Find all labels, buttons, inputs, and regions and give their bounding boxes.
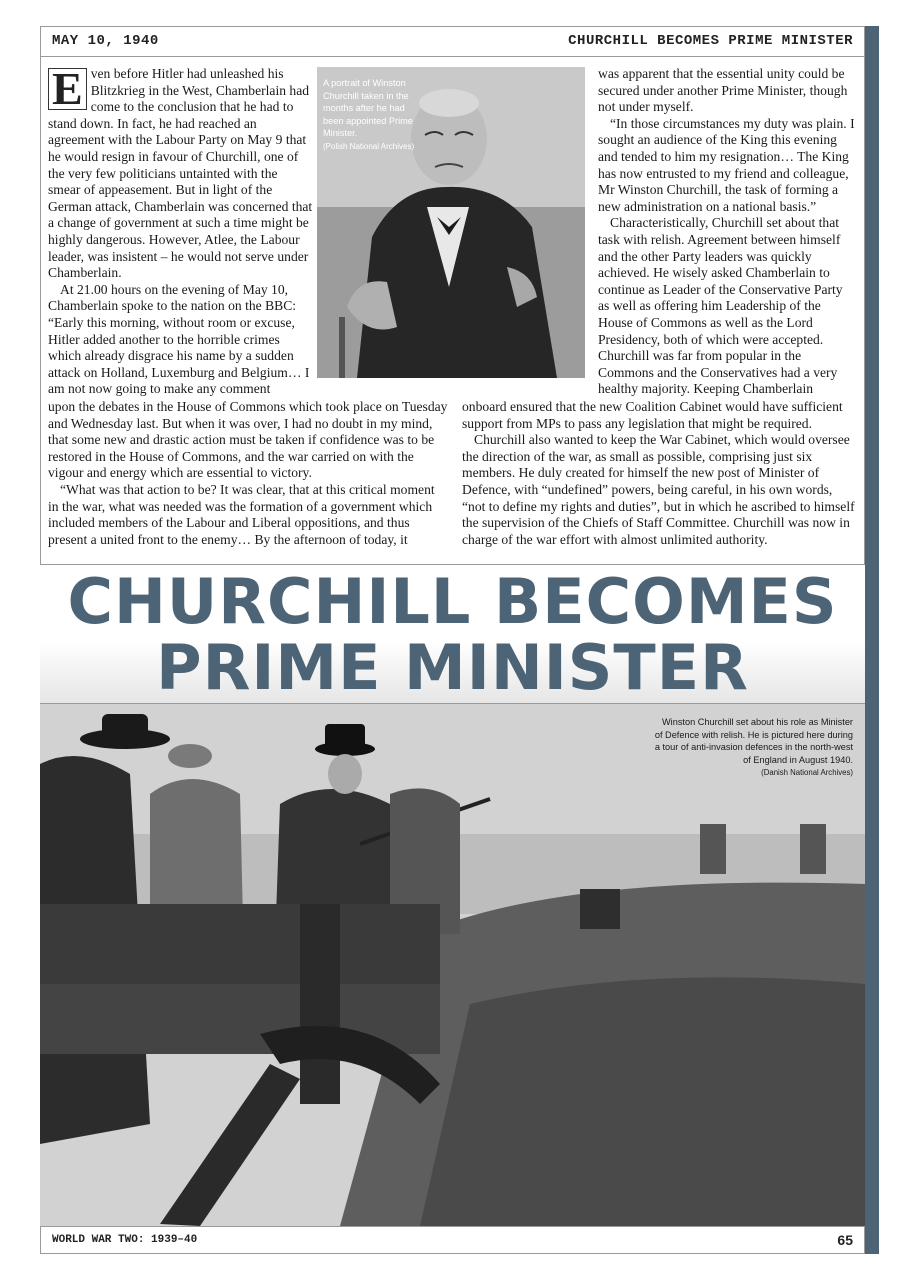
article-paragraph: onboard ensured that the new Coalition Cabinet would have sufficient support from MPs to pass any legislation that might be required. [462, 399, 843, 431]
portrait-caption-credit: (Polish National Archives) [323, 141, 415, 151]
photo-caption [653, 716, 853, 780]
headline-line-2: PRIME MINISTER [156, 631, 749, 704]
article-paragraph: upon the debates in the House of Commons which took place on Tuesday and Wednesday last. But when it was over, I had no doubt in my mind, that some new and drastic action must be taken if confidence was to be restored in the House of Commons, and the war carried on with the vigour and energy which are essential to victory. [48, 399, 448, 481]
headline-line-1: CHURCHILL BECOMES [67, 565, 838, 638]
inspection-tour-photo [40, 704, 865, 1226]
article-paragraph: At 21.00 hours on the evening of May 10, Chamberlain spoke to the nation on the BBC: “Early this morning, without room or excuse, Hitler added another to the horrible crimes which already disgrace his name by a sudden attack on Holland, Luxemburg and Belgium… I am not now going to make any comment [48, 281, 310, 397]
photo-caption-text: Winston Churchill set about his role as Minister of Defence with relish. He is pictured here during a tour of anti-invasion defences in the north-west of England in August 1940. [654, 717, 853, 765]
drop-cap: E [48, 68, 87, 110]
page-number: 65 [837, 1232, 853, 1248]
photo-illustration [40, 704, 865, 1226]
article-paragraph: “What was that action to be? It was clear, that at this critical moment in the war, what was needed was the formation of a government which included members of the Labour and Liberal oppositions, and thus present a united front to the enemy… By the afternoon of today, it [48, 481, 435, 547]
churchill-portrait-photo [317, 67, 585, 378]
headline-band [40, 564, 865, 704]
portrait-caption-text: A portrait of Winston Churchill taken in the months after he had been appointed Prime Minister. [323, 78, 413, 138]
running-head [40, 26, 865, 57]
portrait-caption [323, 77, 423, 153]
photo-caption-credit: (Danish National Archives) [761, 768, 853, 777]
article-wide-left [48, 399, 448, 548]
accent-side-bar [865, 26, 879, 1254]
running-head-title: CHURCHILL BECOMES PRIME MINISTER [568, 33, 853, 49]
article-column-2 [598, 66, 855, 398]
article-paragraph: Churchill also wanted to keep the War Cabinet, which would oversee the direction of the war, as small as possible, comprising just six members. He duly created for himself the new post of Minister of Defence, with “undefined” powers, being careful, in his own words, “not to define my rights and duties”, but in which he ascribed to himself the supervision of the Chiefs of Staff Committee. Churchill was now in charge of the war effort with almost unlimited authority. [462, 432, 855, 547]
article-wide-right [462, 399, 857, 548]
publication-title: WORLD WAR TWO: 1939–40 [52, 1234, 198, 1246]
paragraph-text: ven before Hitler had unleashed his Blitzkrieg in the West, Chamberlain had come to the conclusion that he had to stand down. In fact, he had reached an agreement with the Labour Party on May 9 that he would resign in favour of Churchill, one of the very few politicians untainted with the smear of appeasement. But in light of the German attack, Chamberlain was concerned that a change of government at such a time might be highly dangerous. However, Atlee, the Labour leader, was insistent – he would not serve under Chamberlain. [48, 66, 313, 281]
article-paragraph [48, 63, 313, 282]
running-head-date: MAY 10, 1940 [52, 33, 159, 49]
page-footer [40, 1226, 865, 1254]
article-column-1 [48, 63, 313, 398]
article-paragraph: “In those circumstances my duty was plain. I sought an audience of the King this evening and tended to him my resignation… The King has now entrusted to my friend and colleague, Mr Winston Churchill, the task of forming a new administration on a national basis.” [598, 115, 855, 214]
article-paragraph: was apparent that the essential unity could be secured under another Prime Minister, though not under myself. [598, 66, 848, 115]
article-paragraph: Characteristically, Churchill set about that task with relish. Agreement between himself and the other Party leaders was quickly achieved. He wisely asked Chamberlain to continue as Leader of the Conservative Party as well as offering him Leadership of the House of Commons as well as the Lord Presidency, both of which were accepted. Churchill was far from popular in the Commons and the Conservatives had a very healthy majority. Keeping Chamberlain [598, 215, 843, 397]
